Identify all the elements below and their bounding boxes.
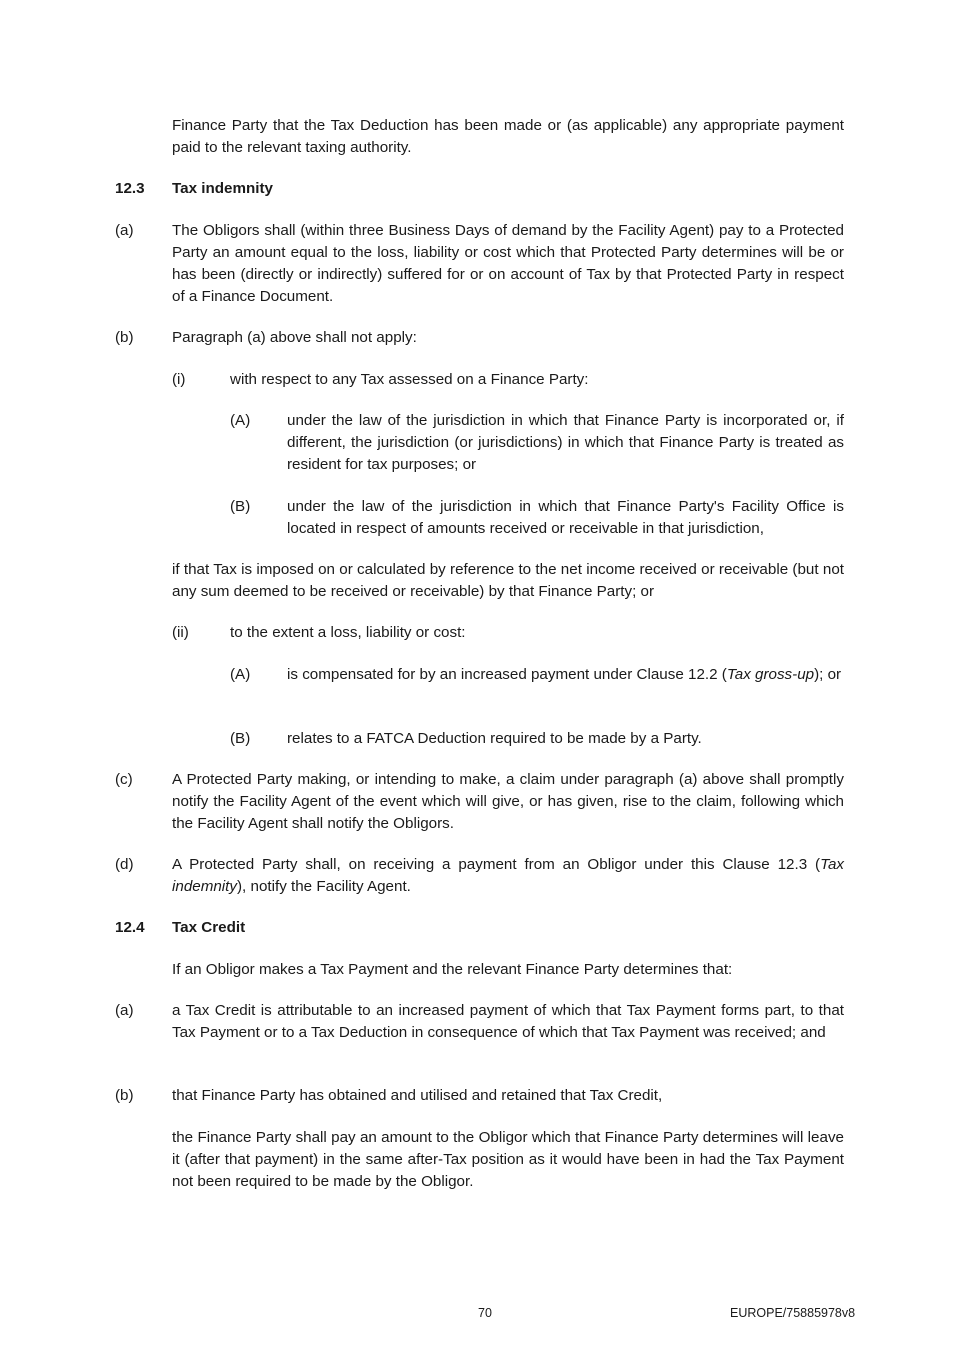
clause-text-12-3-b-i-tail: if that Tax is imposed on or calculated by reference to the net income received or receivable (but not any sum deemed to be received or receivable) by that Finance Party; or bbox=[172, 561, 844, 600]
section-number-12-3: 12.3 bbox=[115, 180, 145, 197]
clause-text-12-4-intro: If an Obligor makes a Tax Payment and the relevant Finance Party determines that: bbox=[172, 961, 733, 978]
clause-label-12-3-c: (c) bbox=[115, 771, 133, 788]
clause-text-12-3-a: The Obligors shall (within three Business Days of demand by the Facility Agent) pay to a Protected Party an amount equal to the loss, liability or cost which that Protected Party determines will be or has been (directly or indirectly) suffered for or on account of Tax by that Protected Party in respect of a Finance Document. bbox=[172, 222, 844, 305]
intro-paragraph: Finance Party that the Tax Deduction has been made or (as applicable) any appropriate payment paid to the relevant taxing authority. bbox=[172, 117, 844, 156]
cross-reference-tax-gross-up: Tax gross-up bbox=[726, 666, 815, 683]
clause-text-12-3-b: Paragraph (a) above shall not apply: bbox=[172, 329, 417, 346]
clause-label-12-4-b: (b) bbox=[115, 1087, 134, 1104]
document-reference: EUROPE/75885978v8 bbox=[730, 1306, 856, 1320]
clause-text-12-3-d: A Protected Party shall, on receiving a payment from an Obligor under this Clause 12.3 (Tax indemnity), notify the Facility Agent. bbox=[172, 856, 844, 895]
section-title-tax-credit: Tax Credit bbox=[172, 919, 246, 936]
clause-label-12-3-b-i-A: (A) bbox=[230, 412, 251, 429]
clause-label-12-3-b-i-B: (B) bbox=[230, 498, 251, 515]
clause-label-12-3-b-ii-B: (B) bbox=[230, 730, 251, 747]
clause-label-12-3-b: (b) bbox=[115, 329, 134, 346]
clause-text-12-4-a: a Tax Credit is attributable to an increased payment of which that Tax Payment forms part, to that Tax Payment or to a Tax Deduction in consequence of which that Tax Payment was received; and bbox=[172, 1002, 844, 1041]
clause-label-12-3-b-ii-A: (A) bbox=[230, 666, 251, 683]
clause-text-12-3-b-i-A: under the law of the jurisdiction in which that Finance Party is incorporated or, if different, the jurisdiction (or jurisdictions) in which that Finance Party is treated as resident for tax purposes; or bbox=[287, 412, 844, 473]
clause-label-12-3-b-ii: (ii) bbox=[172, 624, 189, 641]
clause-label-12-3-d: (d) bbox=[115, 856, 134, 873]
clause-text-12-3-b-i-B: under the law of the jurisdiction in which that Finance Party's Facility Office is located in respect of amounts received or receivable in that jurisdiction, bbox=[287, 498, 844, 537]
clause-text-12-3-b-ii: to the extent a loss, liability or cost: bbox=[230, 624, 466, 641]
clause-text-12-3-b-ii-A: is compensated for by an increased payment under Clause 12.2 (Tax gross-up); or bbox=[287, 666, 842, 683]
clause-text-12-3-b-ii-B: relates to a FATCA Deduction required to be made by a Party. bbox=[287, 730, 702, 747]
clause-text-12-4-tail: the Finance Party shall pay an amount to the Obligor which that Finance Party determines will leave it (after that payment) in the same after-Tax position as it would have been in had the Tax Payment not been required to be made by the Obligor. bbox=[172, 1129, 844, 1190]
clause-text-12-3-c: A Protected Party making, or intending to make, a claim under paragraph (a) above shall promptly notify the Facility Agent of the event which will give, or has given, rise to the claim, following which the Facility Agent shall notify the Obligors. bbox=[172, 771, 844, 832]
clause-label-12-3-a: (a) bbox=[115, 222, 134, 239]
clause-text-12-3-b-i: with respect to any Tax assessed on a Finance Party: bbox=[230, 371, 589, 388]
clause-text-12-4-b: that Finance Party has obtained and utilised and retained that Tax Credit, bbox=[172, 1087, 663, 1104]
cross-reference-tax-indemnity: Tax indemnity bbox=[172, 856, 844, 895]
clause-label-12-3-b-i: (i) bbox=[172, 371, 186, 388]
section-title-tax-indemnity: Tax indemnity bbox=[172, 180, 273, 197]
page-number: 70 bbox=[478, 1306, 492, 1320]
clause-label-12-4-a: (a) bbox=[115, 1002, 134, 1019]
section-number-12-4: 12.4 bbox=[115, 919, 145, 936]
